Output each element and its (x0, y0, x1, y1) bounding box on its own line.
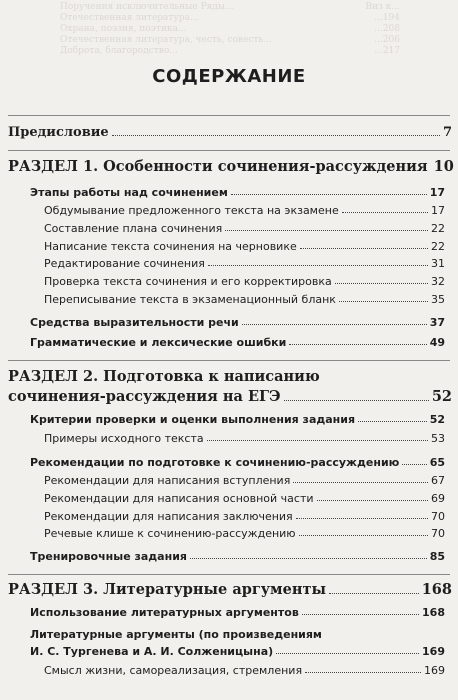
toc-entry[interactable]: Критерии проверки и оценки выполнения задания 52 (30, 413, 445, 426)
toc-entry[interactable]: Проверка текста сочинения и его корректировка 32 (44, 275, 445, 288)
toc-entry[interactable]: Рекомендации для написания основной части 69 (44, 492, 445, 505)
bleed-through-text: Поручения исключительные Ряды... Виз к... Отечественная литература... ...194 Охрана, поэзия, поэтика... ...208 Отечественная литература, честь, совесть... ...206 Доброта, благородство... ...217 (60, 2, 400, 56)
toc-entry[interactable]: Смысл жизни, самореализация, стремления 169 (44, 664, 445, 677)
toc-entry-preface[interactable]: Предисловие 7 (8, 125, 452, 140)
toc-entry[interactable]: Написание текста сочинения на черновике 22 (44, 240, 445, 253)
divider (8, 115, 450, 116)
toc-entry[interactable]: И. С. Тургенева и А. И. Солженицына) 169 (30, 645, 445, 658)
divider (8, 360, 450, 361)
toc-entry[interactable]: Рекомендации по подготовке к сочинению-рассуждению 65 (30, 456, 445, 469)
toc-entry[interactable]: Редактирование сочинения 31 (44, 257, 445, 270)
toc-entry[interactable]: Переписывание текста в экзаменационный бланк 35 (44, 293, 445, 306)
toc-entry[interactable]: Этапы работы над сочинением 17 (30, 186, 445, 199)
section-1-title[interactable]: РАЗДЕЛ 1. Особенности сочинения-рассуждения 10 (8, 158, 454, 175)
section-2-title-line1[interactable]: РАЗДЕЛ 2. Подготовка к написанию (8, 368, 320, 385)
toc-entry[interactable]: Средства выразительности речи 37 (30, 316, 445, 329)
divider (8, 574, 450, 575)
toc-entry[interactable]: Тренировочные задания 85 (30, 550, 445, 563)
toc-entry[interactable]: Грамматические и лексические ошибки 49 (30, 336, 445, 349)
section-3-title[interactable]: РАЗДЕЛ 3. Литературные аргументы 168 (8, 581, 452, 598)
toc-entry[interactable]: Рекомендации для написания заключения 70 (44, 510, 445, 523)
toc-entry[interactable]: Речевые клише к сочинению-рассуждению 70 (44, 527, 445, 540)
toc-entry[interactable]: Обдумывание предложенного текста на экзамене 17 (44, 204, 445, 217)
page-title: СОДЕРЖАНИЕ (152, 66, 306, 87)
section-2-title[interactable]: сочинения-рассуждения на ЕГЭ 52 (8, 388, 452, 405)
toc-entry[interactable]: Составление плана сочинения 22 (44, 222, 445, 235)
toc-entry[interactable]: Рекомендации для написания вступления 67 (44, 474, 445, 487)
toc-entry-line1[interactable]: Литературные аргументы (по произведениям (30, 628, 322, 641)
toc-entry[interactable]: Примеры исходного текста 53 (44, 432, 445, 445)
toc-entry[interactable]: Использование литературных аргументов 168 (30, 606, 445, 619)
divider (8, 150, 450, 151)
